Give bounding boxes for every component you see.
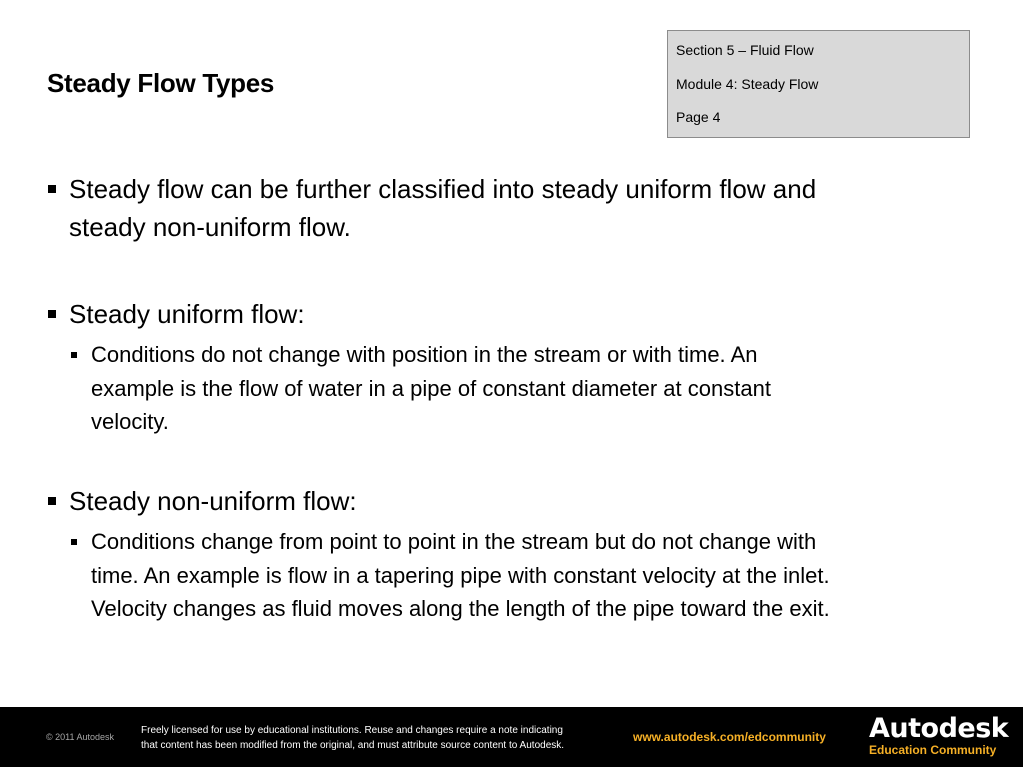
sub-bullet-3 [91,525,830,626]
sub-bullet-2-line-2: example is the flow of water in a pipe of constant diameter at constant [91,375,771,401]
bullet-marker [48,185,56,193]
slide-title: Steady Flow Types [47,68,275,98]
sub-bullet-2 [91,338,771,439]
sub-bullet-3-line-2: time. An example is flow in a tapering pipe with constant velocity at the inlet. [91,562,830,588]
license-line-2: that content has been modified from the original, and must attribute source content to Autodesk. [141,740,565,751]
sub-bullet-marker [71,539,77,545]
sub-bullet-3-line-1: Conditions change from point to point in the stream but do not change with [91,529,817,554]
sub-bullet-marker [71,352,77,358]
edcommunity-link[interactable]: www.autodesk.com/edcommunity [633,730,826,744]
footer-bar [0,707,1023,767]
bullet-1-line-2: steady non-uniform flow. [69,212,351,242]
bullet-2 [69,295,305,333]
module-label: Module 4: Steady Flow [676,75,819,92]
bullet-marker [48,497,56,505]
brand-subtitle: Education Community [869,743,997,757]
section-label: Section 5 – Fluid Flow [676,42,814,58]
bullet-2-line-1: Steady uniform flow: [69,299,305,329]
bullet-3-line-1: Steady non-uniform flow: [69,486,357,516]
autodesk-logo [869,715,1009,757]
copyright-text: © 2011 Autodesk [46,732,115,742]
page-label: Page 4 [676,109,721,125]
brand-name: Autodesk [869,713,1009,744]
sub-bullet-2-line-3: velocity. [91,409,169,434]
bullet-marker [48,310,56,318]
sub-bullet-3-line-3: Velocity changes as fluid moves along the length of the pipe toward the exit. [91,596,830,621]
bullet-3 [69,482,357,520]
section-info-box [667,30,970,138]
license-text [141,723,631,753]
bullet-1-line-1: Steady flow can be further classified into steady uniform flow and [69,174,817,204]
license-line-1: Freely licensed for use by educational institutions. Reuse and changes require a note indicating [141,725,563,736]
sub-bullet-2-line-1: Conditions do not change with position in the stream or with time. An [91,342,758,367]
bullet-1 [69,170,816,246]
